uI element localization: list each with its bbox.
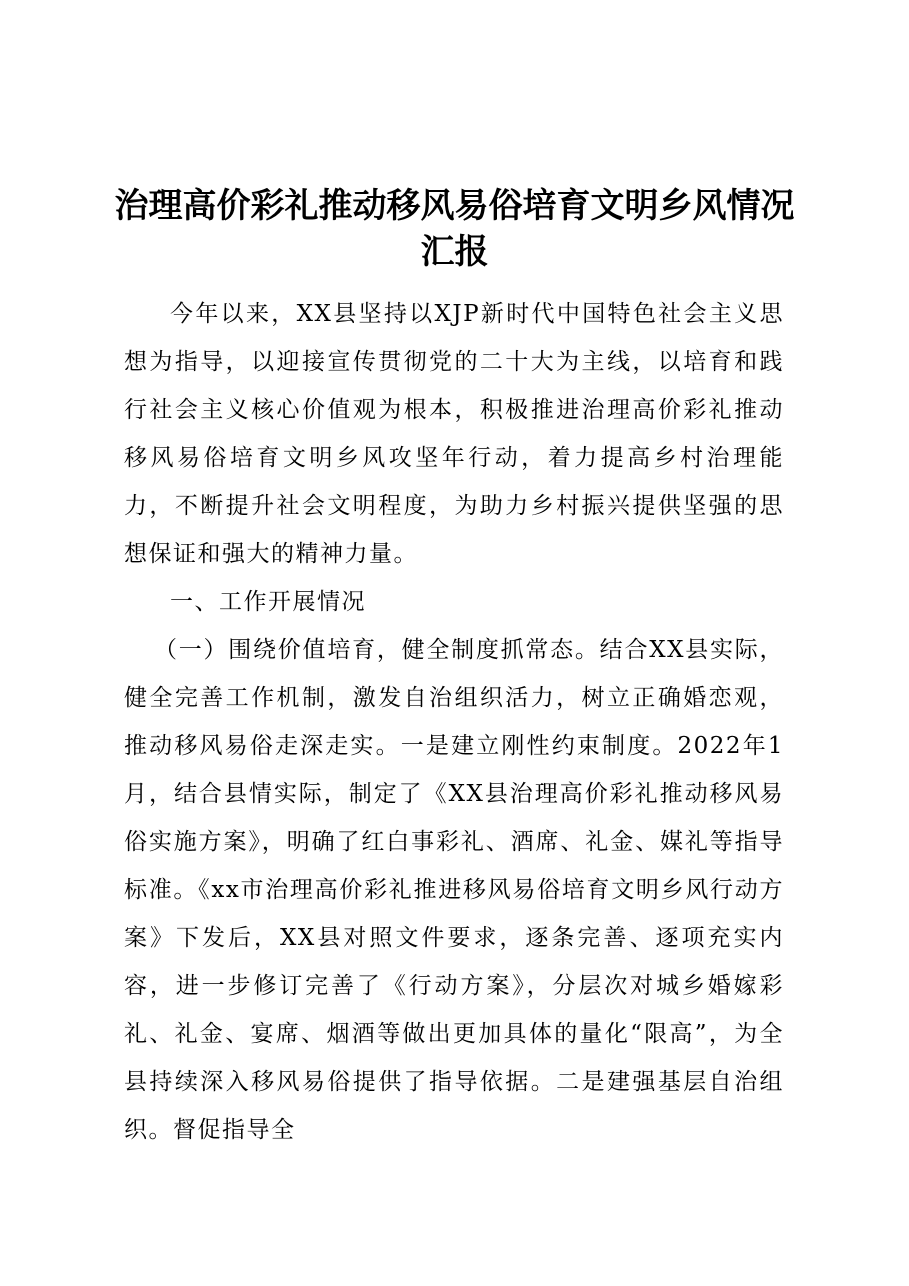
document-title xyxy=(100,183,809,275)
subsection-paragraph: （一）围绕价值培育，健全制度抓常态。结合XX县实际，健全完善工作机制，激发自治组织活力，树立正确婚恋观，推动移风易俗走深走实。一是建立刚性约束制度。2022年1月，结合县情实际，制定了《XX县治理高价彩礼推动移风易俗实施方案》，明确了红白事彩礼、酒席、礼金、媒礼等指导标准。《xx市治理高价彩礼推进移风易俗培育文明乡风行动方案》下发后，XX县对照文件要求，逐条完善、逐项充实内容，进一步修订完善了《行动方案》，分层次对城乡婚嫁彩礼、礼金、宴席、烟酒等做出更加具体的量化“限高”，为全县持续深入移风易俗提供了指导依据。二是建强基层自治组织。督促指导全 xyxy=(124,637,784,1143)
intro-paragraph: 今年以来，XX县坚持以XJP新时代中国特色社会主义思想为指导，以迎接宣传贯彻党的二十大为主线，以培育和践行社会主义核心价值观为根本，积极推进治理高价彩礼推动移风易俗培育文明乡风攻坚年行动，着力提高乡村治理能力，不断提升社会文明程度，为助力乡村振兴提供坚强的思想保证和强大的精神力量。 xyxy=(124,301,784,567)
title-line-1: 治理高价彩礼推动移风易俗培育文明乡风情况 xyxy=(114,185,795,226)
document-body xyxy=(124,290,784,1154)
section-heading: 一、工作开展情况 xyxy=(170,589,366,615)
title-line-2: 汇报 xyxy=(420,231,489,272)
